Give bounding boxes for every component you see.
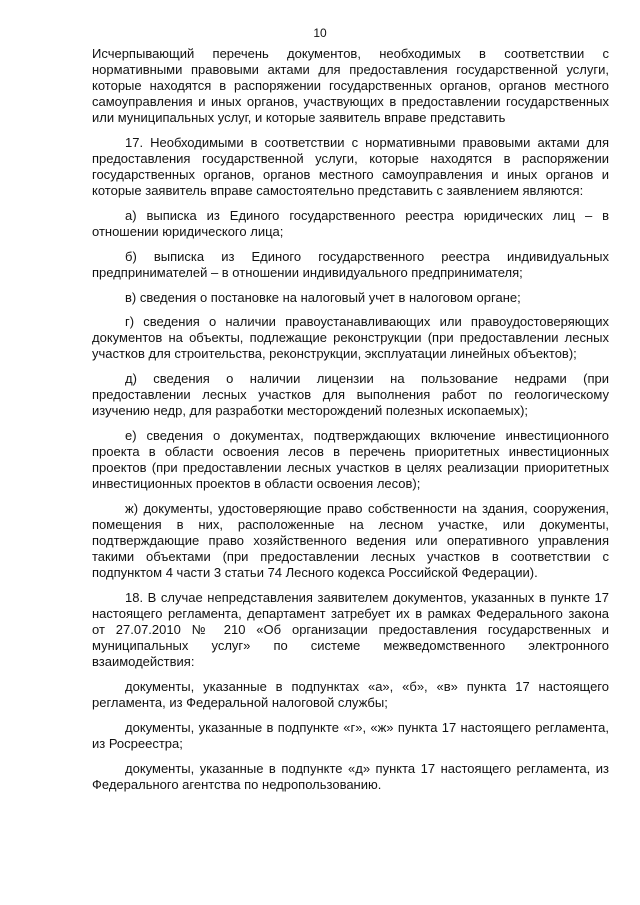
document-body bbox=[92, 46, 609, 801]
subparagraph-g: г) сведения о наличии правоустанавливающих или правоудостоверяющих документов на объекты, подлежащие реконструкции (при предоставлении лесных участков для строительства, реконструкции, эксплуатации линейных объектов); bbox=[92, 314, 609, 362]
subparagraph-zh: ж) документы, удостоверяющие право собственности на здания, сооружения, помещения в них, расположенные на лесном участке, или документы, подтверждающие право хозяйственного ведения или оперативного управления такими объектами (при предоставлении лесных участков в соответствии с подпунктом 4 части 3 статьи 74 Лесного кодекса Российской Федерации). bbox=[92, 501, 609, 581]
documents-rosreestr: документы, указанные в подпункте «г», «ж» пункта 17 настоящего регламента, из Росреестра; bbox=[92, 719, 609, 751]
subparagraph-v: в) сведения о постановке на налоговый учет в налоговом органе; bbox=[125, 289, 521, 305]
documents-tax-service: документы, указанные в подпунктах «а», «б», «в» пункта 17 настоящего регламента, из Федеральной налоговой службы; bbox=[92, 679, 609, 711]
subparagraph-b: б) выписка из Единого государственного реестра индивидуальных предпринимателей – в отношении индивидуального предпринимателя; bbox=[92, 248, 609, 280]
section-heading-paragraph: Исчерпывающий перечень документов, необходимых в соответствии с нормативными правовыми актами для предоставления государственной услуги, которые находятся в распоряжении государственных органов, органов местного самоуправления и иных органов, участвующих в предоставлении государственных или муниципальных услуг, и которые заявитель вправе представить bbox=[92, 46, 609, 126]
subparagraph-e: е) сведения о документах, подтверждающих включение инвестиционного проекта в области освоения лесов в перечень приоритетных инвестиционных проектов (при предоставлении лесных участков в целях реализации приоритетных инвестиционных проектов в области освоения лесов); bbox=[92, 428, 609, 492]
paragraph-17: 17. Необходимыми в соответствии с нормативными правовыми актами для предоставления государственной услуги, которые находятся в распоряжении государственных органов, органов местного самоуправления и иных органов и которые заявитель вправе самостоятельно представить с заявлением являются: bbox=[92, 135, 609, 199]
documents-subsoil-agency: документы, указанные в подпункте «д» пункта 17 настоящего регламента, из Федерального агентства по недропользованию. bbox=[92, 760, 609, 792]
page-number: 10 bbox=[313, 26, 327, 40]
paragraph-18: 18. В случае непредставления заявителем документов, указанных в пункте 17 настоящего регламента, департамент затребует их в рамках Федерального закона от 27.07.2010 № 210 «Об организации предоставления государственных и муниципальных услуг» по системе межведомственного электронного взаимодействия: bbox=[92, 590, 609, 670]
subparagraph-a: а) выписка из Единого государственного реестра юридических лиц – в отношении юридического лица; bbox=[92, 208, 609, 240]
subparagraph-d: д) сведения о наличии лицензии на пользование недрами (при предоставлении лесных участков для выполнения работ по геологическому изучению недр, для разработки месторождений полезных ископаемых); bbox=[92, 371, 609, 419]
